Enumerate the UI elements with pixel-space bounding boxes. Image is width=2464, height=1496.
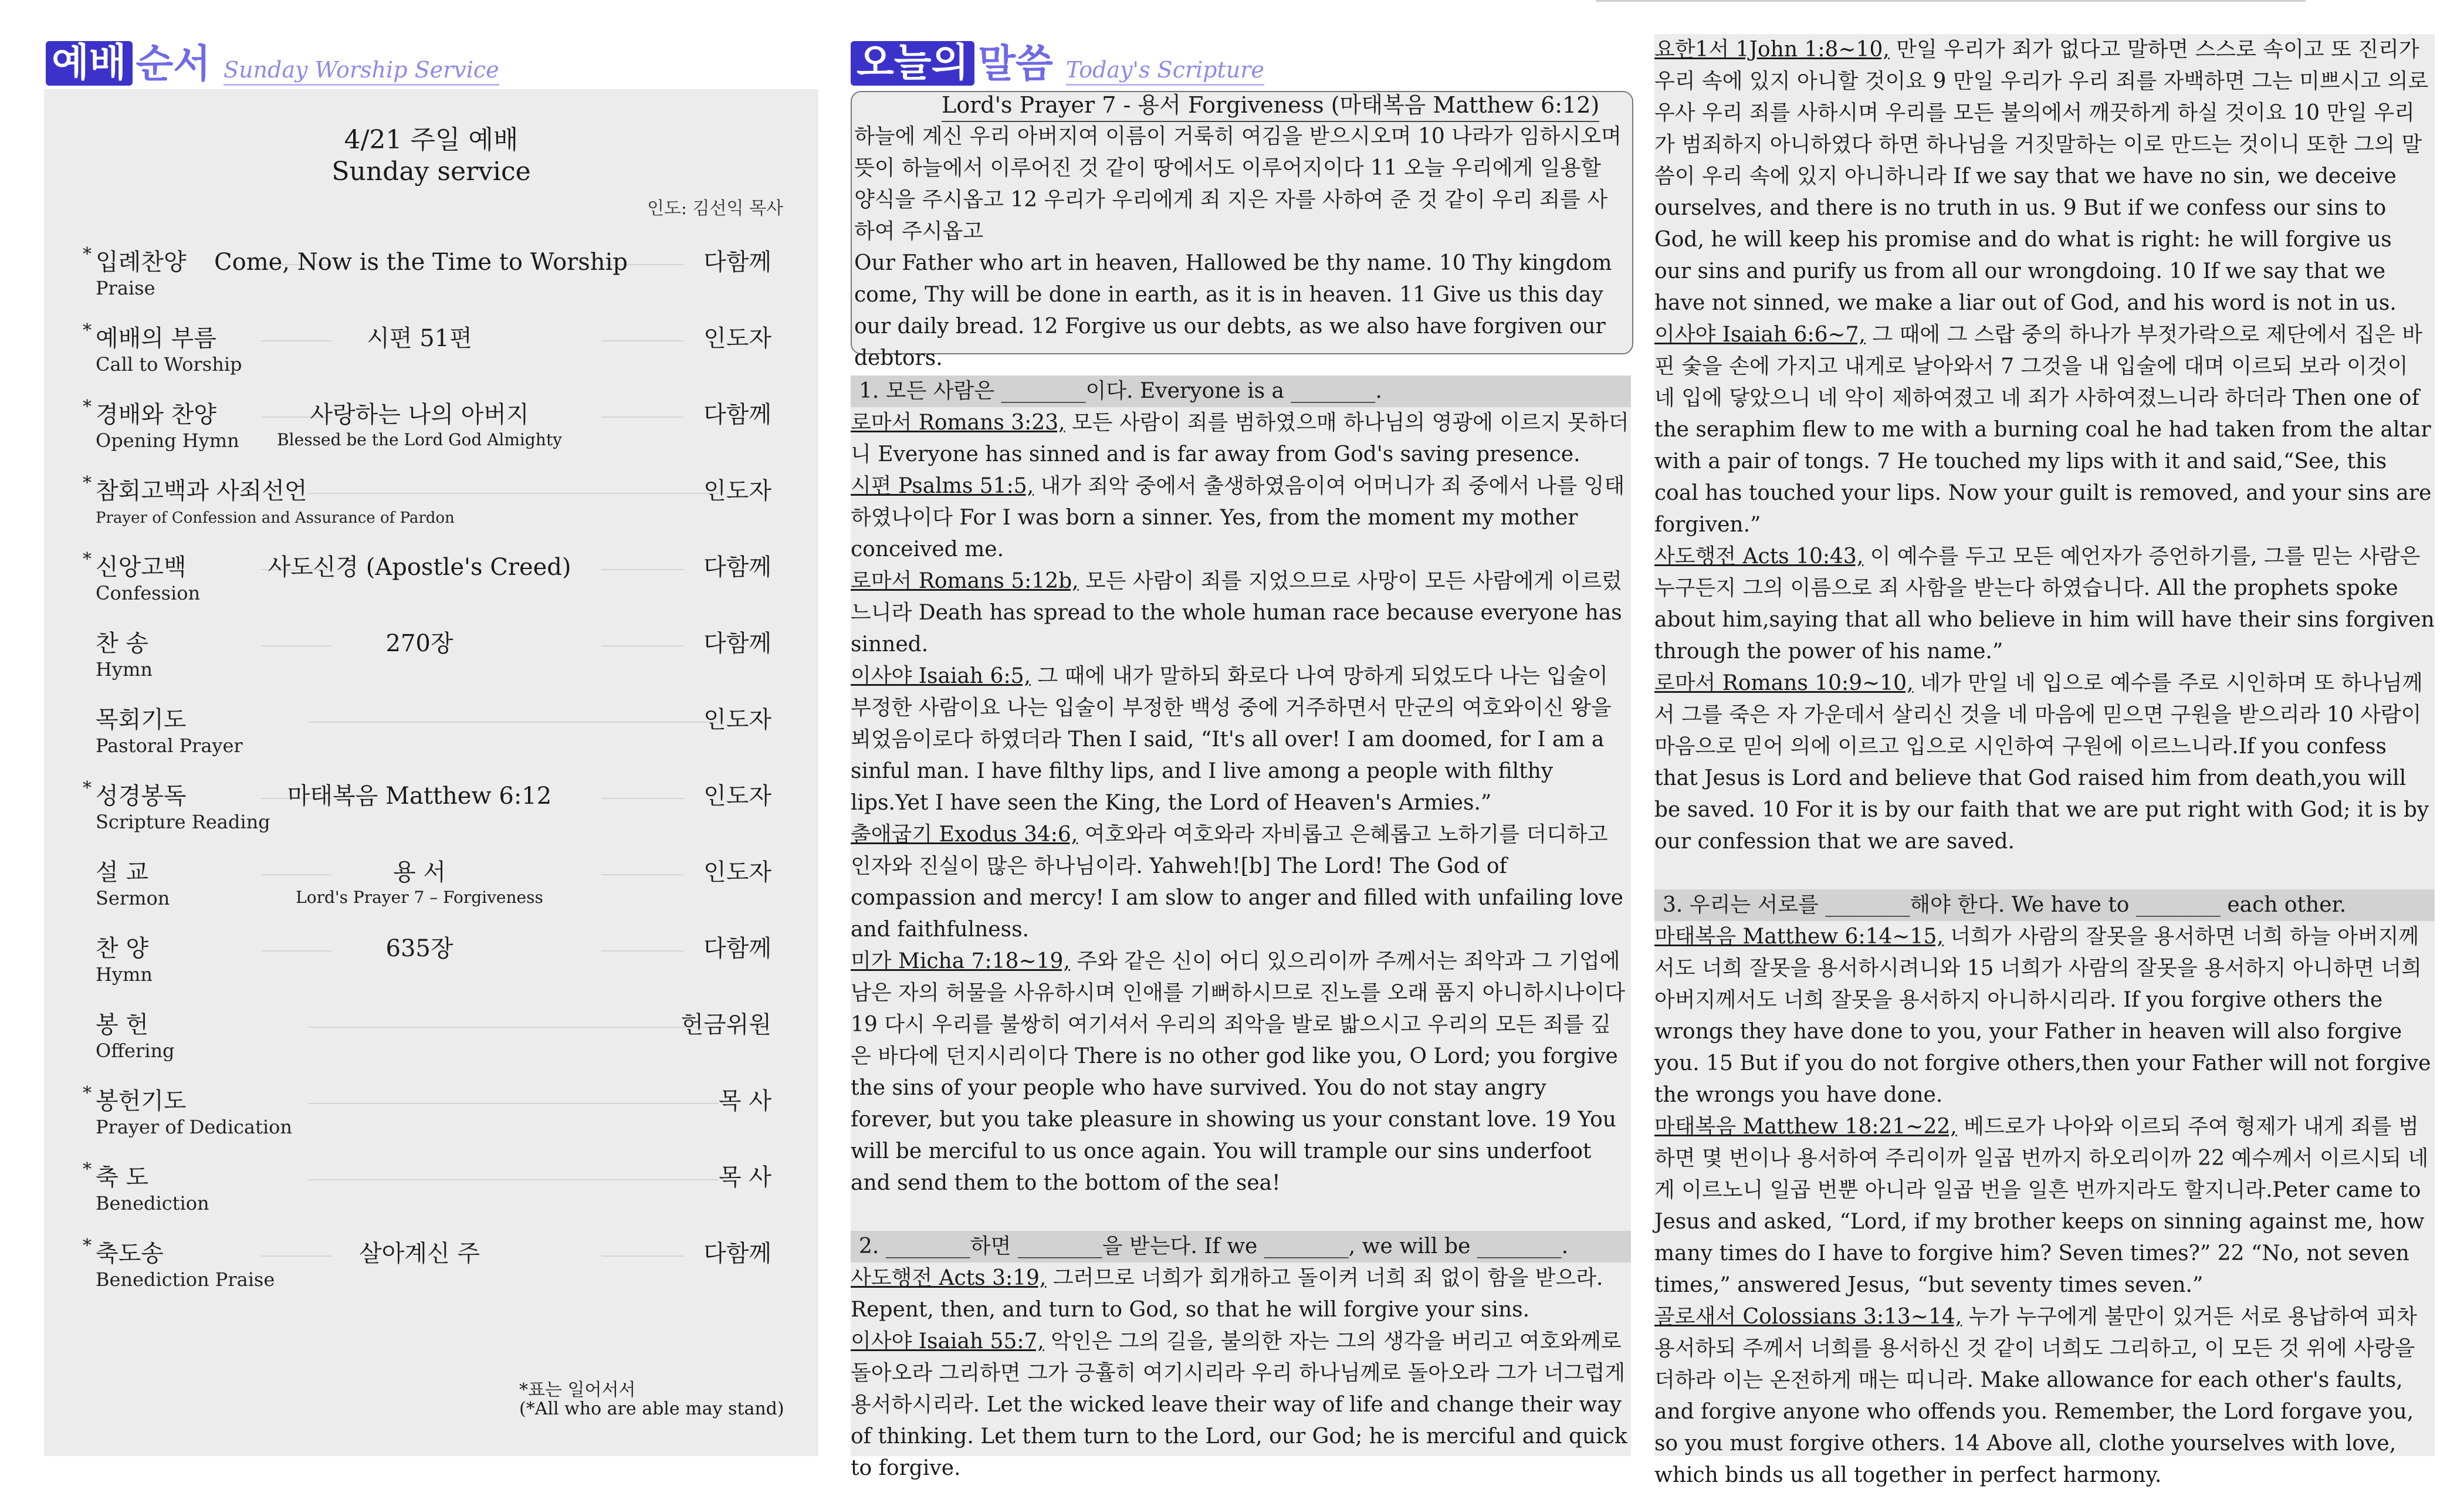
order-item-title: 635장 (385, 935, 453, 962)
question-3-verses (1654, 921, 2435, 1491)
verse (1654, 921, 2435, 1111)
order-item (83, 473, 807, 553)
verse (851, 566, 1631, 661)
order-item-title: Come, Now is the Time to Worship (214, 249, 628, 276)
order-item-ko: 축도송 (96, 1240, 164, 1267)
prayer-text (851, 121, 1631, 374)
service-title-ko: 4/21 주일 예배 (344, 125, 519, 155)
scripture-header-box: 오늘의 (851, 41, 974, 86)
order-item (85, 705, 807, 781)
verse (1654, 541, 2435, 668)
order-item-en: Prayer of Confession and Assurance of Pardon (96, 509, 455, 527)
stand-marker: * (83, 320, 92, 341)
verse-text: 네가 만일 네 입으로 예수를 주로 시인하며 또 하나님께서 그를 죽은 자 가운데서 살리신 것을 네 마음에 믿으면 구원을 받으리라 10 사람이 마음으로 믿어 의에 이르고 입으로 시인하여 구원에 이르느니라.If you confess that Jesus is Lord and believe that God raised him from death,you will be saved. 10 For it is by our faith that we are put right with God; it is by our confession that we are saved. (1654, 671, 2429, 854)
order-item-responder: 목 사 (719, 1164, 771, 1191)
verse-text: 그러므로 너희가 회개하고 돌이켜 너희 죄 없이 함을 받으라. Repent, then, and turn to God, so that he will forgive your sins. (851, 1266, 1603, 1322)
order-item-detail (214, 553, 625, 582)
order-item-ko: 성경봉독 (96, 783, 187, 810)
leader-line (308, 1027, 719, 1028)
verse-reference: 로마서 Romans 3:23, (851, 411, 1065, 435)
order-item-ko: 참회고백과 사죄선언 (96, 478, 307, 505)
verse-text: 누가 누구에게 불만이 있거든 서로 용납하여 피차 용서하되 주께서 너희를 용서하신 것 같이 너희도 그리하고, 이 모든 것 위에 사랑을 더하라 이는 온전하게 매는 띠니라. Make allowance for each other's faults, and forgive anyone who offends you. Remember, the Lord forgave you, so you must forgive others. 14 Above all, clothe yourselves with love, which binds us all together in perfect harmony. (1654, 1305, 2417, 1487)
verse (1654, 668, 2435, 858)
order-header-ko: 순서 (136, 41, 211, 86)
right-verses (1654, 34, 2435, 858)
verse (1654, 34, 2435, 319)
question-1-verses (851, 407, 1631, 1199)
order-item-en: Praise (96, 277, 155, 299)
order-item-responder: 목 사 (719, 1088, 771, 1115)
verse (1654, 1301, 2435, 1491)
verse-reference: 로마서 Romans 10:9~10, (1654, 671, 1914, 695)
verse-reference: 사도행전 Acts 10:43, (1654, 544, 1864, 568)
leader-line (308, 1179, 719, 1180)
order-item-ko: 봉헌기도 (96, 1088, 187, 1115)
leader-line (308, 493, 719, 494)
order-item-ko: 목회기도 (96, 706, 187, 733)
stand-marker: * (83, 1159, 92, 1180)
verse-text: 만일 우리가 죄가 없다고 말하면 스스로 속이고 또 진리가 우리 속에 있지 아니할 것이요 9 만일 우리가 우리 죄를 자백하면 그는 미쁘시고 의로우사 우리 죄를 사하시며 우리를 모든 불의에서 깨끗하게 하실 것이요 10 만일 우리가 범죄하지 아니하였다 하면 하나님을 거짓말하는 이로 만드는 것이니 또한 그의 말씀이 우리 속에 있지 아니하니라 If we say that we have no sin, we deceive ourselves, and there is no truth in us. 9 But if we confess our sins to God, he will keep his promise and do what is right: he will forgive us our sins and purify us from all our wrongdoing. 10 If we say that we have not sinned, we make a liar out of God, and his word is not in us. (1654, 38, 2429, 315)
order-item (83, 244, 807, 324)
prayer-ko: 하늘에 계신 우리 아버지여 이름이 거룩히 여김을 받으시오며 10 나라가 임하시오며 뜻이 하늘에서 이루어진 것 같이 땅에서도 이루어지이다 11 오늘 우리에게 일용할 양식을 주시옵고 12 우리가 우리에게 죄 지은 자를 사하여 준 것 같이 우리 죄를 사하여 주시옵고 (854, 124, 1622, 243)
order-item (83, 778, 807, 858)
order-item-en: Opening Hymn (96, 429, 239, 452)
verse (851, 819, 1631, 946)
order-item (83, 1159, 807, 1239)
order-item-detail (214, 934, 625, 963)
officiant: 인도: 김선익 목사 (647, 198, 783, 219)
verse-reference: 로마서 Romans 5:12b, (851, 569, 1079, 593)
stand-note-ko: *표는 일어서서 (519, 1380, 636, 1400)
order-item-responder: 다함께 (703, 554, 771, 581)
order-item-responder: 헌금위원 (681, 1011, 771, 1038)
order-item-en: Scripture Reading (96, 811, 270, 833)
stand-marker: * (83, 778, 92, 798)
verse (851, 1326, 1631, 1484)
order-header (46, 41, 499, 86)
scripture-header-ko: 말씀 (978, 41, 1053, 86)
order-item-en: Hymn (96, 658, 153, 681)
verse (851, 1263, 1631, 1326)
order-item (85, 858, 807, 934)
order-item-responder: 다함께 (703, 1240, 771, 1267)
prayer-title: Lord's Prayer 7 - 용서 Forgiveness (마태복음 Matthew 6:12) (942, 89, 1599, 122)
order-item-ko: 경배와 찬양 (96, 401, 216, 428)
order-item-ko: 신앙고백 (96, 554, 187, 581)
scripture-right-column (1654, 34, 2435, 1487)
order-header-en: Sunday Worship Service (224, 57, 499, 86)
stand-marker: * (83, 473, 92, 493)
order-item (83, 1236, 807, 1315)
order-item-detail (214, 400, 625, 451)
verse-reference: 마태복음 Matthew 18:21~22, (1654, 1115, 1957, 1139)
verse-reference: 이사야 Isaiah 6:5, (851, 664, 1031, 688)
stand-marker: * (83, 397, 92, 417)
verse-text: 그 때에 그 스랍 중의 하나가 부젓가락으로 제단에서 집은 바 핀 숯을 손에 가지고 내게로 날아와서 7 그것을 내 입술에 대며 이르되 보라 이것이 네 입에 닿았으니 네 악이 제하여졌고 네 죄가 사하여졌느니라 하더라 Then one of the seraphim flew to me with a burning coal he had taken from the altar with a pair of tongs. 7 He touched my lips with it and said,“See, this coal has touched your lips. Now your guilt is removed, and your sins are forgiven.” (1654, 323, 2432, 537)
top-rule (1596, 0, 2306, 2)
order-item-responder: 인도자 (703, 325, 771, 352)
order-item-en: Call to Worship (96, 353, 242, 375)
order-header-box: 예배 (46, 41, 133, 86)
order-item-subtitle: Blessed be the Lord God Almighty (277, 430, 562, 449)
scripture-header (851, 41, 1264, 86)
order-item-detail (214, 858, 625, 908)
order-item-en: Offering (96, 1040, 175, 1062)
leader-line (308, 722, 719, 723)
order-item-title: 용 서 (393, 859, 446, 886)
order-item-responder: 인도자 (703, 478, 771, 505)
order-item-title: 270장 (385, 630, 453, 657)
verse-reference: 마태복음 Matthew 6:14~15, (1654, 925, 1944, 949)
order-item-detail (214, 629, 625, 658)
order-item-detail (214, 1239, 625, 1268)
verse-reference: 이사야 Isaiah 55:7, (851, 1329, 1044, 1353)
order-item-ko: 찬 송 (96, 630, 148, 657)
verse-reference: 요한1서 1John 1:8~10, (1654, 38, 1890, 62)
verse-text: 이 예수를 두고 모든 예언자가 증언하기를, 그를 믿는 사람은 누구든지 그의 이름으로 죄 사함을 받는다 하였습니다. All the prophets spoke about him,saying that all who believe in him will have their sins forgiven through the power of his name.” (1654, 544, 2435, 664)
verse-text: 너희가 사람의 잘못을 용서하면 너희 하늘 아버지께서도 너희 잘못을 용서하시려니와 15 너희가 사람의 잘못을 용서하지 아니하면 너희 아버지께서도 너희 잘못을 용서하지 아니하시리라. If you forgive others the wrongs they have done to you, your Father in heaven will also forgive you. 15 But if you do not forgive others,then your Father will not forgive the wrongs you have done. (1654, 925, 2431, 1107)
scripture-header-en: Today's Scripture (1066, 57, 1264, 86)
order-item-responder: 다함께 (703, 249, 771, 276)
order-panel (44, 89, 818, 1456)
verse (851, 661, 1631, 819)
stand-note-en: (*All who are able may stand) (519, 1399, 784, 1419)
verse-reference: 출애굽기 Exodus 34:6, (851, 823, 1078, 847)
order-item-en: Hymn (96, 963, 153, 986)
stand-marker: * (83, 244, 92, 265)
verse-reference: 사도행전 Acts 3:19, (851, 1266, 1047, 1290)
order-item-title: 살아계신 주 (359, 1240, 480, 1267)
order-item-ko: 찬 양 (96, 935, 148, 962)
verse (851, 407, 1631, 471)
prayer-en: Our Father who art in heaven, Hallowed be thy name. 10 Thy kingdom come, Thy will be done in earth, as it is in heaven. 11 Give us this day our daily bread. 12 Forgive us our debts, as we also have forgiven our debtors. (854, 251, 1612, 370)
spacer (851, 1199, 1631, 1231)
order-item (85, 1010, 807, 1087)
order-item (83, 397, 807, 476)
order-item-ko: 예배의 부름 (96, 325, 216, 352)
order-item-en: Confession (96, 582, 201, 604)
verse-text: 모든 사람이 죄를 범하였으매 하나님의 영광에 이르지 못하더니 Everyone has sinned and is far away from God's saving presence. (851, 411, 1629, 466)
verse (1654, 319, 2435, 541)
order-item-title: 마태복음 Matthew 6:12 (287, 783, 552, 810)
service-title-en: Sunday service (331, 157, 531, 187)
verse-text: 내가 죄악 중에서 출생하였음이여 어머니가 죄 중에서 나를 잉태하였나이다 For I was born a sinner. Yes, from the moment my mother conceived me. (851, 474, 1625, 561)
order-item-ko: 입례찬양 (96, 249, 187, 276)
order-item-responder: 인도자 (703, 859, 771, 886)
order-item-en: Benediction Praise (96, 1268, 275, 1291)
question-3: 3. 우리는 서로를 ________해야 한다. We have to ________ each other. (1654, 889, 2435, 921)
verse-text: 주와 같은 신이 어디 있으리이까 주께서는 죄악과 그 기업에 남은 자의 허물을 사유하시며 인애를 기뻐하시므로 진노를 오래 품지 아니하시나이다 19 다시 우리를 불쌍히 여기셔서 우리의 죄악을 발로 밟으시고 우리의 모든 죄를 깊은 바다에 던지시리이다 There is no other god like you, O Lord; you forgive the sins of your people who have survived. You do not stay angry forever, but you take pleasure in showing us your constant love. 19 You will be merciful to us once again. You will trample our sins underfoot and send them to the bottom of the sea! (851, 949, 1626, 1195)
order-item-title: 사랑하는 나의 아버지 (310, 401, 529, 428)
order-item-detail (214, 248, 628, 277)
order-item-ko: 축 도 (96, 1164, 148, 1191)
order-item-responder: 다함께 (703, 630, 771, 657)
verse (1654, 1111, 2435, 1301)
order-item (85, 934, 807, 1010)
verse-text: 여호와라 여호와라 자비롭고 은혜롭고 노하기를 더디하고 인자와 진실이 많은 하나님이라. Yahweh![b] The Lord! The God of compassion and mercy! I am slow to anger and filled with unfailing love and faithfulness. (851, 823, 1623, 942)
order-item-en: Benediction (96, 1192, 209, 1214)
order-item-ko: 봉 헌 (96, 1011, 148, 1038)
order-item-detail (214, 324, 625, 353)
order-item-responder: 다함께 (703, 935, 771, 962)
order-item-responder: 인도자 (703, 706, 771, 733)
verse-text: 모든 사람이 죄를 지었으므로 사망이 모든 사람에게 이르렀느니라 Death has spread to the whole human race because everyone has sinned. (851, 569, 1622, 656)
verse-text: 그 때에 내가 말하되 화로다 나여 망하게 되었도다 나는 입술이 부정한 사람이요 나는 입술이 부정한 백성 중에 거주하면서 만군의 여호와이신 왕을 뵈었음이로다 하였더라 Then I said, “It's all over! I am doomed, for I am a sinful man. I have filthy lips, and I live among a people with filthy lips.Yet I have seen the King, the Lord of Heaven's Armies.” (851, 664, 1612, 815)
verse-reference: 골로새서 Colossians 3:13~14, (1654, 1305, 1962, 1329)
order-item-en: Sermon (96, 887, 170, 909)
order-item (85, 629, 807, 705)
verse (851, 471, 1631, 566)
order-item-en: Pastoral Prayer (96, 735, 243, 757)
order-item (83, 320, 807, 400)
question-1: 1. 모든 사람은 ________이다. Everyone is a ________. (851, 375, 1631, 407)
spacer (1654, 858, 2435, 889)
order-item-responder: 인도자 (703, 783, 771, 810)
verse-reference: 미가 Micha 7:18~19, (851, 949, 1070, 973)
order-item-responder: 다함께 (703, 401, 771, 428)
question-2: 2. ________하면 ________을 받는다. If we ________, we will be ________. (851, 1231, 1631, 1263)
order-item-ko: 설 교 (96, 859, 148, 886)
verse-text: 악인은 그의 길을, 불의한 자는 그의 생각을 버리고 여호와께로 돌아오라 그리하면 그가 긍휼히 여기시리라 우리 하나님께로 돌아오라 그가 너그럽게 용서하시리라. Let the wicked leave their way of life and change their way of thinking. Let them turn to the Lord, our God; he is merciful and quick to forgive. (851, 1329, 1627, 1480)
verse (851, 946, 1631, 1199)
stand-marker: * (83, 549, 92, 570)
scripture-middle-column (851, 375, 1631, 1480)
verse-reference: 시편 Psalms 51:5, (851, 474, 1034, 498)
stand-marker: * (83, 1083, 92, 1104)
order-item-title: 사도신경 (Apostle's Creed) (268, 554, 571, 581)
verse-text: 베드로가 나아와 이르되 주여 형제가 내게 죄를 범하면 몇 번이나 용서하여 주리이까 일곱 번까지 하오리이까 22 예수께서 이르시되 네게 이르노니 일곱 번뿐 아니라 일곱 번을 일흔 번까지라도 할지니라.Peter came to Jesus and asked, “Lord, if my brother keeps on sinning against me, how many times do I have to forgive him? Seven times?” 22 “No, not seven times,” answered Jesus, “but seventy times seven.” (1654, 1115, 2429, 1297)
question-2-verses (851, 1263, 1631, 1484)
order-item (83, 1083, 807, 1163)
order-item-en: Prayer of Dedication (96, 1116, 292, 1138)
leader-line (308, 1103, 719, 1104)
verse-reference: 이사야 Isaiah 6:6~7, (1654, 323, 1866, 347)
order-item-title: 시편 51편 (367, 325, 472, 352)
order-item-detail (214, 781, 625, 811)
order-item (83, 549, 807, 629)
order-item-subtitle: Lord's Prayer 7 – Forgiveness (296, 888, 543, 907)
stand-marker: * (83, 1236, 92, 1256)
